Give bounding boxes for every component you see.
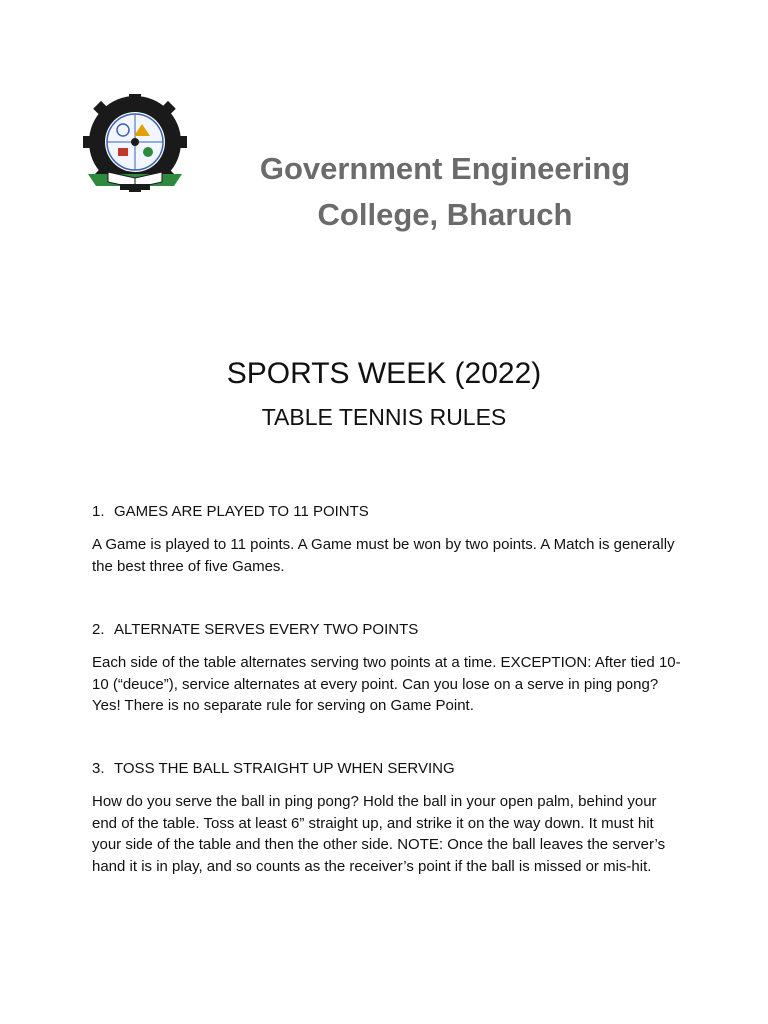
college-name-line-1: Government Engineering bbox=[259, 151, 631, 186]
event-title: SPORTS WEEK (2022) bbox=[226, 357, 542, 390]
college-logo bbox=[66, 94, 204, 194]
rule-section bbox=[92, 620, 682, 717]
rule-body: Each side of the table alternates serving two points at a time. EXCEPTION: After tied 10-10 (“deuce”), service alternates at every point. Can you lose on a serve in ping pong? Yes! There is no separate rule for serving on Game Point. bbox=[92, 654, 681, 714]
event-subtitle: TABLE TENNIS RULES bbox=[261, 404, 507, 430]
rule-section bbox=[92, 502, 682, 577]
rule-heading bbox=[92, 502, 682, 522]
rule-number: 2. bbox=[92, 621, 105, 638]
rule-heading bbox=[92, 759, 682, 779]
emblem-icon bbox=[107, 114, 163, 170]
college-name-line-2: College, Bharuch bbox=[317, 197, 573, 232]
rule-number: 3. bbox=[92, 760, 105, 777]
rule-body: How do you serve the ball in ping pong? Hold the ball in your open palm, behind your end of the table. Toss at least 6” straight up, and strike it on the way down. It must hit your side of the table and then the other side. NOTE: Once the ball leaves the server’s hand it is in play, and so counts as the receiver’s point if the ball is missed or mis-hit. bbox=[92, 793, 666, 875]
rule-body: A Game is played to 11 points. A Game must be won by two points. A Match is generally the best three of five Games. bbox=[92, 536, 675, 575]
rule-heading-text: ALTERNATE SERVES EVERY TWO POINTS bbox=[114, 621, 419, 638]
rule-heading bbox=[92, 620, 682, 640]
ribbon-icon bbox=[88, 172, 182, 190]
college-name bbox=[230, 146, 660, 238]
rule-number: 1. bbox=[92, 503, 105, 520]
rule-heading-text: TOSS THE BALL STRAIGHT UP WHEN SERVING bbox=[114, 760, 455, 777]
rule-section bbox=[92, 759, 682, 877]
rule-heading-text: GAMES ARE PLAYED TO 11 POINTS bbox=[114, 503, 369, 520]
